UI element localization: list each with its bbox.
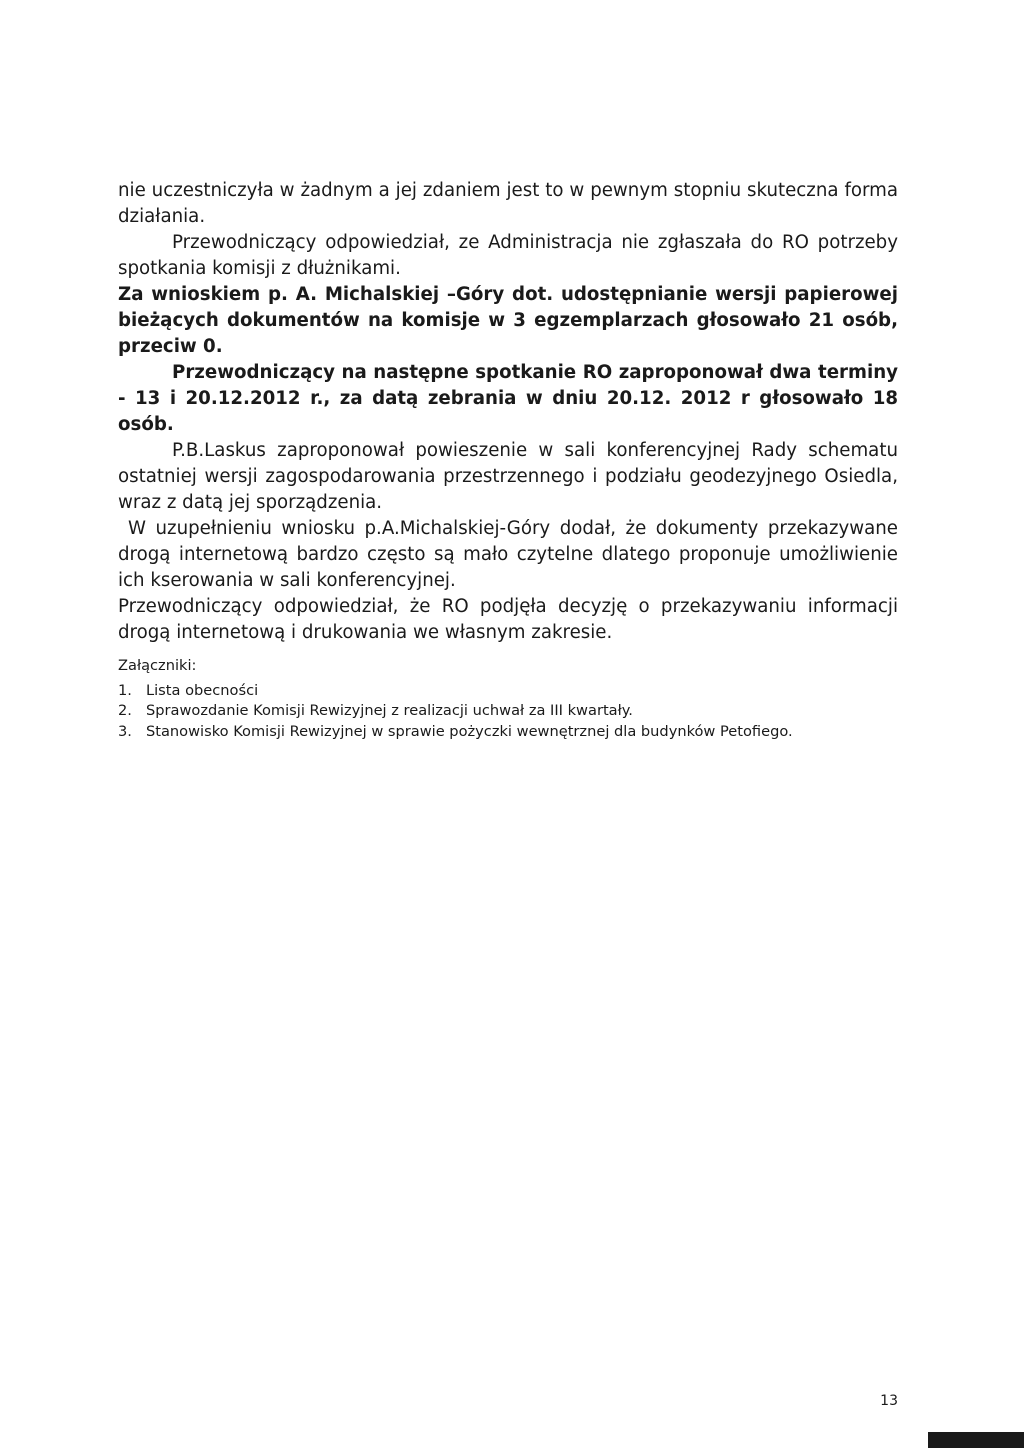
paragraph-7: Przewodniczący odpowiedział, że RO podjęła decyzję o przekazywaniu informacji drogą internetową i drukowania we własnym zakresie. [118,596,898,643]
list-item-number: 1. [118,681,132,699]
attachments-section [118,656,898,742]
list-item [118,701,898,722]
paragraph-5: P.B.Laskus zaproponował powieszenie w sali konferencyjnej Rady schematu ostatniej wersji zagospodarowania przestrzennego i podziału geodezyjnego Osiedla, wraz z datą jej sporządzenia. [118,440,898,513]
list-item-text: Stanowisko Komisji Rewizyjnej w sprawie pożyczki wewnętrznej dla budynków Petofiego. [146,722,793,740]
paragraph-6: W uzupełnieniu wniosku p.A.Michalskiej-Góry dodał, że dokumenty przekazywane drogą internetową bardzo często są mało czytelne dlatego proponuje umożliwienie ich kserowania w sali konferencyjnej. [118,518,898,591]
paragraph-1: nie uczestniczyła w żadnym a jej zdaniem jest to w pewnym stopniu skuteczna forma działania. [118,180,898,227]
list-item-number: 3. [118,722,132,740]
page-number: 13 [880,1393,898,1409]
paragraph-2: Przewodniczący odpowiedział, ze Administracja nie zgłaszała do RO potrzeby spotkania komisji z dłużnikami. [118,232,898,279]
paragraph-3-motion-vote: Za wnioskiem p. A. Michalskiej –Góry dot. udostępnianie wersji papierowej bieżących dokumentów na komisje w 3 egzemplarzach głosowało 21 osób, przeciw 0. [118,284,898,357]
paragraph-4-meeting-vote: Przewodniczący na następne spotkanie RO zaproponował dwa terminy - 13 i 20.12.2012 r., za datą zebrania w dniu 20.12. 2012 r głosowało 18 osób. [118,362,898,435]
document-body [118,178,898,646]
scan-edge-artifact [928,1432,1024,1448]
list-item [118,681,898,702]
attachments-list [118,681,898,743]
list-item-number: 2. [118,702,132,719]
list-item-text: Lista obecności [146,681,259,699]
attachments-heading: Załączniki: [118,657,197,674]
list-item-text: Sprawozdanie Komisji Rewizyjnej z realizacji uchwał za III kwartały. [146,702,633,719]
list-item [118,722,898,743]
